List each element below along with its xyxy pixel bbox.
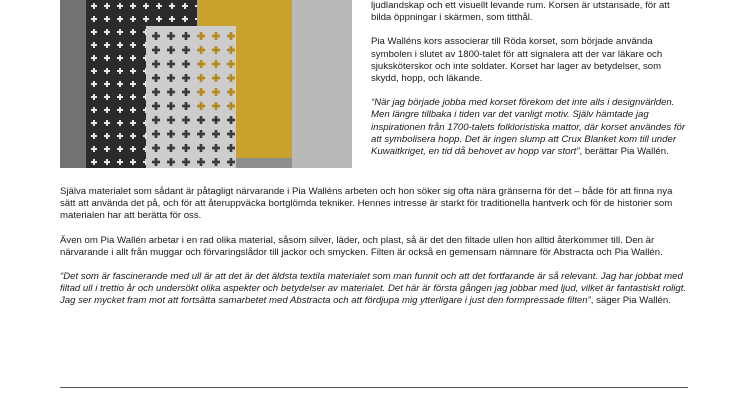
light-grey-panel [292,0,352,168]
body-text [60,186,690,320]
body-paragraph-2: Även om Pia Wallén arbetar i en rad olika material, såsom silver, läder, och plast, så är det den filtade ullen hon alltid återkommer till. Den är närvarande i allt från muggar och förvaringslådor till jackor och smycken. Filten är också en gemensam nämnare för Abstracta och Pia Wallén. [60,234,663,258]
column-quote-attribution: , berättar Pia Wallén. [579,146,669,158]
body-paragraph-1: Själva materialet som sådant är påtagligt närvarande i Pia Walléns arbeten och hon söker sig ofta nära gränserna för det – både för att finna nya sätt att använda det på, och för att återuppväcka bortglömda tekniker. Hennes intresse är starkt för traditionella hantverk och för de historier som materialen har att berätta för oss. [60,186,673,222]
column-quote [371,97,689,158]
footer-divider [60,387,688,388]
column-paragraph-2: Pia Walléns kors associerar till Röda korset, som började använda symbolen i slutet av 1800-talet för att signalera att der var läkare och sjuksköterskor och inte soldater. Korset har lager av betydelser, som skydd, hopp, och läkande. [371,36,663,85]
body-quote-text: “Det som är fascinerande med ull är att det är det äldsta textila materialet som man funnit och att det fortfarande är så relevant. Jag har jobbat med filtad ull i trettio år och undersökt olika aspekter och betydelser av materialet. Det här är första gången jag jobbar med ljud, vilket är fantastiskt roligt. Jag ser mycket fram mot att fortsätta samarbetet med Abstracta och att fördjupa mig ytterligare i just den formpressade filten” [60,271,687,307]
grey-felt-panel [146,26,236,168]
photo-shadow [60,0,86,168]
body-quote-attribution: , säger Pia Wallén. [590,295,671,307]
body-quote [60,271,690,308]
right-text-column [371,0,689,170]
grey-panel-crosses [146,26,236,168]
column-paragraph-1: ljudlandskap och ett visuellt levande rum. Korsen är utstansade, för att bilda öppningar i skärmen, som titthål. [371,0,670,24]
column-quote-text: “När jag började jobba med korset förekom det inte alls i designvärlden. Men längre tillbaka i tiden var det vanligt motiv. Själv hämtade jag inspirationen från 1700-talets folkloristiska mattor, där korset användes för att symbolisera hopp. Det är ingen slump att Crux Blanket kom till under Kuwaitkriget, en tid då behovet av hopp var stort” [371,97,686,158]
product-photo [60,0,352,168]
